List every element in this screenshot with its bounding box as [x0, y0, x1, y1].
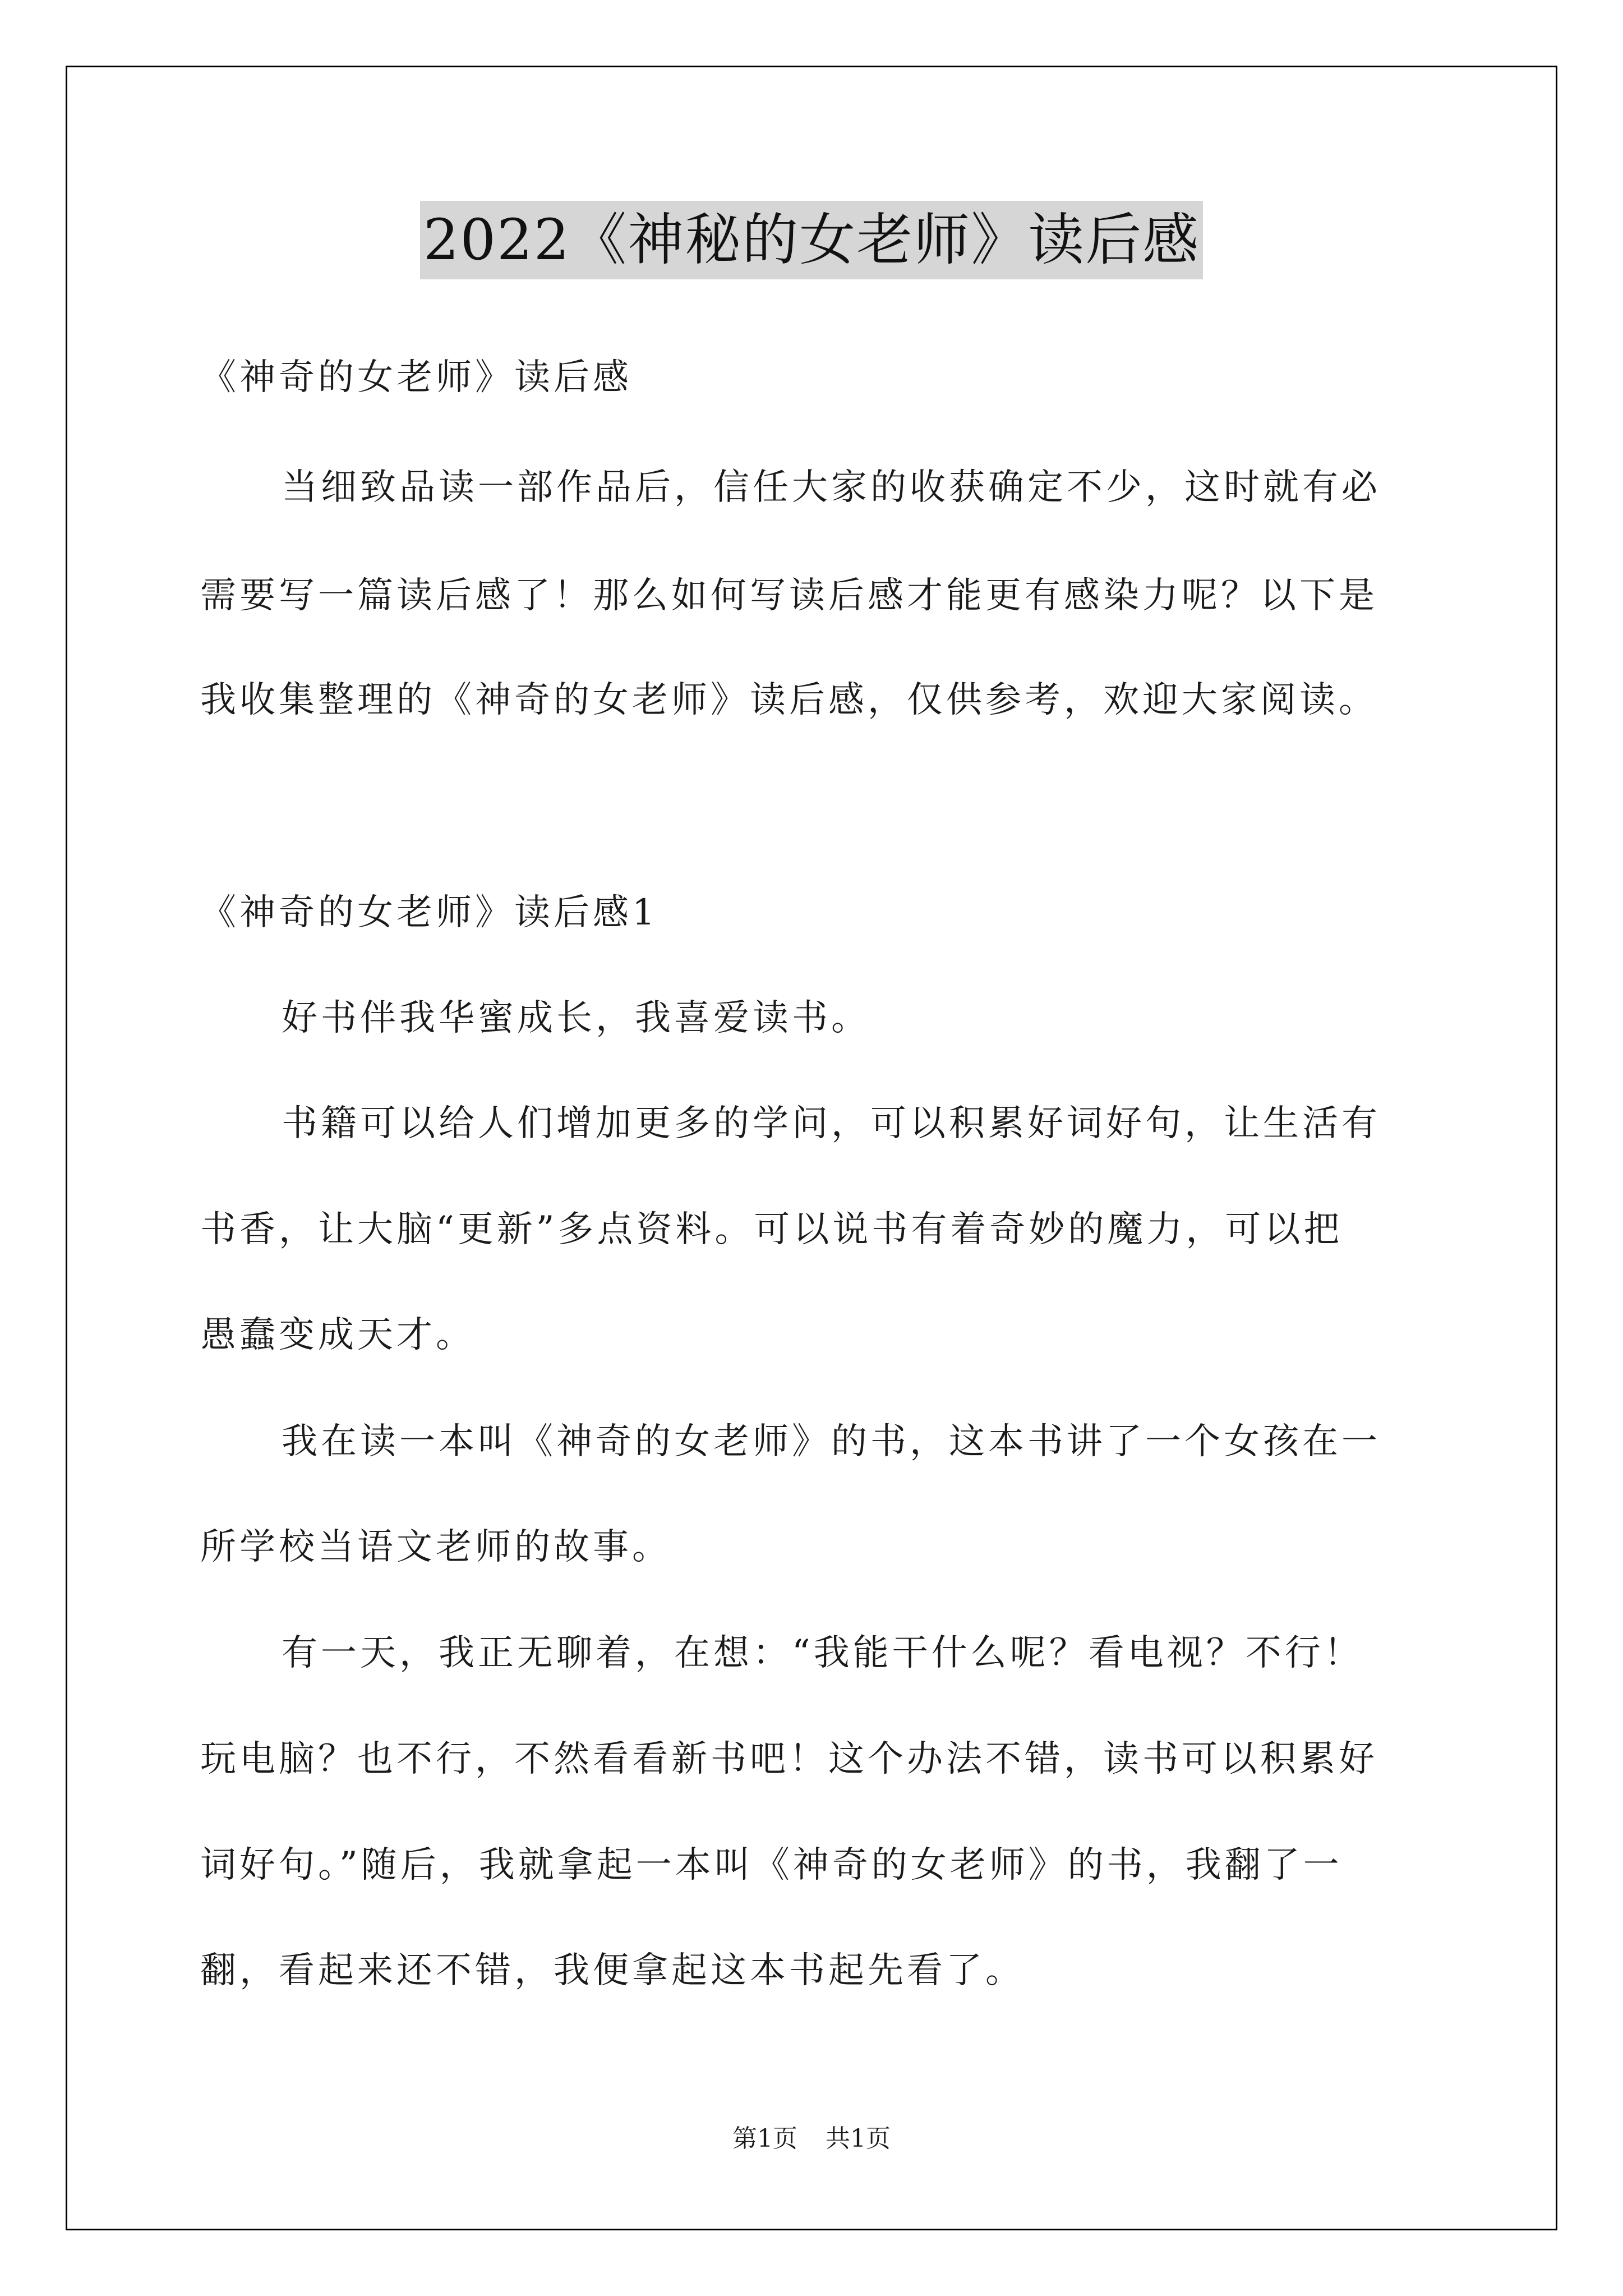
page-total: 共1页 [826, 2124, 891, 2153]
body-line-4: 愚蠢变成天才。 [200, 1314, 475, 1356]
body-line-1: 好书伴我华蜜成长，我喜爱读书。 [282, 997, 870, 1039]
intro-line-3: 我收集整理的《神奇的女老师》读后感，仅供参考，欢迎大家阅读。 [200, 679, 1378, 721]
page-number: 第1页 [732, 2124, 797, 2153]
body-line-6: 所学校当语文老师的故事。 [200, 1526, 671, 1568]
body-line-3: 书香，让大脑“更新”多点资料。可以说书有着奇妙的魔力，可以把 [200, 1209, 1343, 1250]
body-line-5: 我在读一本叫《神奇的女老师》的书，这本书讲了一个女孩在一 [282, 1421, 1381, 1462]
section-heading: 《神奇的女老师》读后感1 [200, 892, 658, 933]
intro-line-1: 当细致品读一部作品后，信任大家的收获确定不少，这时就有必 [282, 467, 1381, 508]
body-line-7: 有一天，我正无聊着，在想：“我能干什么呢？看电视？不行！ [282, 1632, 1363, 1674]
body-line-2: 书籍可以给人们增加更多的学问，可以积累好词好句，让生活有 [282, 1103, 1381, 1144]
page-footer [0, 2122, 1623, 2156]
intro-line-2: 需要写一篇读后感了！那么如何写读后感才能更有感染力呢？以下是 [200, 575, 1378, 616]
body-line-10: 翻，看起来还不错，我便拿起这本书起先看了。 [200, 1950, 1025, 1991]
document-title: 2022《神秘的女老师》读后感 [420, 201, 1204, 279]
body-line-9: 词好句。”随后，我就拿起一本叫《神奇的女老师》的书，我翻了一 [200, 1844, 1343, 1886]
title-container [0, 201, 1623, 279]
subtitle: 《神奇的女老师》读后感 [200, 357, 632, 398]
body-line-8: 玩电脑？也不行，不然看看新书吧！这个办法不错，读书可以积累好 [200, 1738, 1378, 1780]
